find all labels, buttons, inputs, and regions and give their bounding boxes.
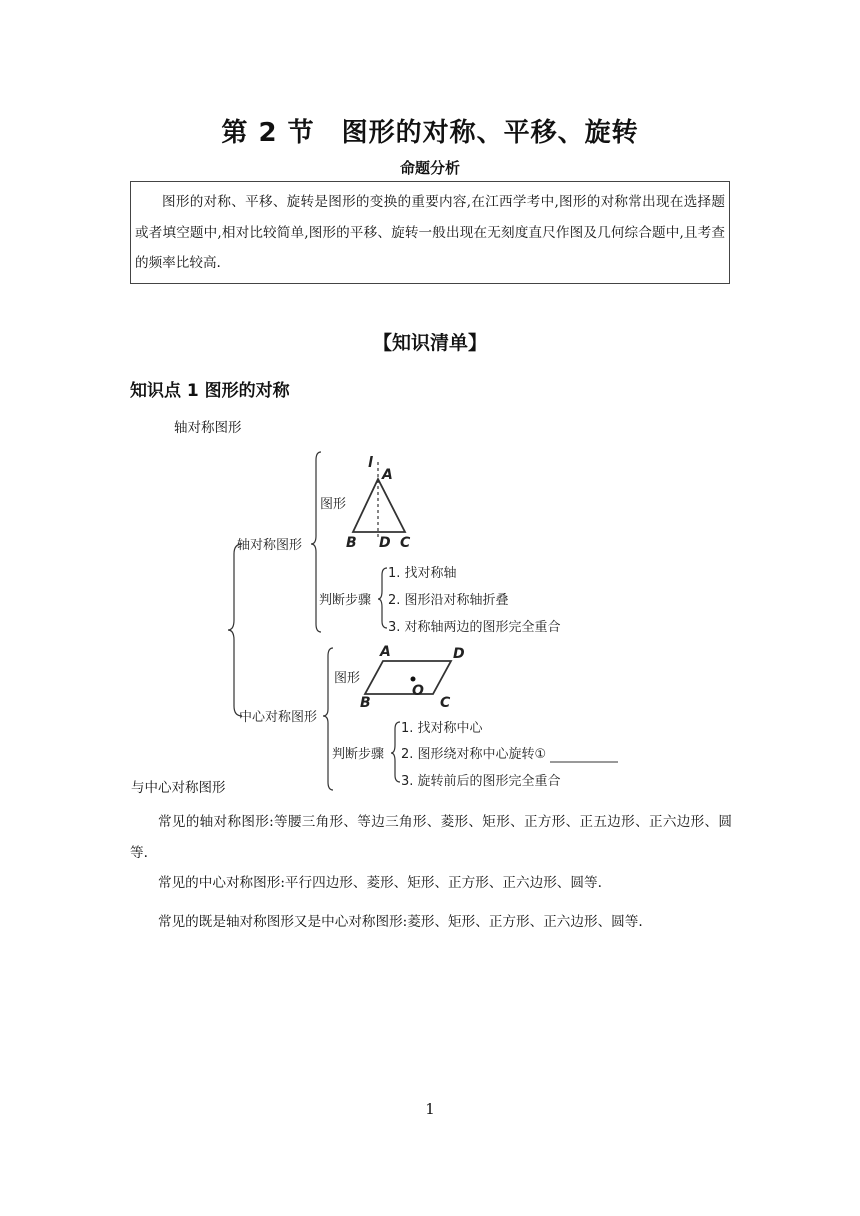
point-d-lower: D — [453, 646, 465, 662]
parallelogram — [365, 661, 451, 694]
axis-step-3: 3. 对称轴两边的图形完全重合 — [388, 620, 561, 635]
isosceles-triangle — [353, 479, 405, 532]
center-step-2: 2. 图形绕对称中心旋转① — [401, 747, 547, 762]
point-a-upper: A — [382, 467, 393, 483]
point-d-upper: D — [379, 535, 391, 551]
paragraph-center-shapes: 常见的中心对称图形:平行四边形、菱形、矩形、正方形、正六边形、圆等. — [158, 875, 602, 891]
center-point-o — [411, 677, 416, 682]
axis-branch-label: 轴对称图形 — [237, 538, 303, 553]
symmetry-diagram-svg — [220, 448, 630, 798]
axis-figure-label: 图形 — [320, 497, 347, 512]
section-heading: 【知识清单】 — [372, 332, 487, 354]
paragraph-both-shapes: 常见的既是轴对称图形又是中心对称图形:菱形、矩形、正方形、正六边形、圆等. — [158, 914, 643, 930]
axis-steps-label: 判断步骤 — [319, 593, 372, 608]
axis-step-1: 1. 找对称轴 — [388, 566, 457, 581]
main-brace — [228, 544, 242, 716]
point-l: l — [368, 455, 373, 471]
center-brace — [323, 648, 333, 790]
point-b-upper: B — [346, 535, 357, 551]
center-steps-label: 判断步骤 — [332, 747, 385, 762]
symmetry-diagram — [220, 448, 630, 798]
axis-step-2: 2. 图形沿对称轴折叠 — [388, 593, 509, 608]
center-step-1: 1. 找对称中心 — [401, 721, 483, 736]
point-c-lower: C — [440, 695, 451, 711]
center-figure-label: 图形 — [334, 671, 361, 686]
point-a-lower: A — [380, 644, 391, 660]
center-step-3: 3. 旋转前后的图形完全重合 — [401, 774, 561, 789]
page-title: 第 2 节 图形的对称、平移、旋转 — [221, 118, 639, 148]
center-steps-brace — [391, 722, 400, 782]
subtitle: 命题分析 — [399, 159, 460, 177]
page-number: 1 — [425, 1100, 435, 1118]
diagram-caption-top: 轴对称图形 — [174, 420, 242, 436]
diagram-caption-bottom: 与中心对称图形 — [131, 780, 226, 796]
point-b-lower: B — [360, 695, 371, 711]
point-c-upper: C — [400, 535, 411, 551]
analysis-box: 图形的对称、平移、旋转是图形的变换的重要内容,在江西学考中,图形的对称常出现在选择题或者填空题中,相对比较简单,图形的平移、旋转一般出现在无刻度直尺作图及几何综合题中,且考查的频率比较高. — [130, 181, 730, 284]
knowledge-point-heading: 知识点 1 图形的对称 — [130, 381, 290, 401]
paragraph-axis-shapes: 常见的轴对称图形:等腰三角形、等边三角形、菱形、矩形、正方形、正五边形、正六边形、圆等. — [130, 814, 732, 861]
axis-steps-brace — [378, 568, 387, 628]
point-o: O — [412, 683, 424, 699]
center-branch-label: 中心对称图形 — [239, 710, 318, 725]
